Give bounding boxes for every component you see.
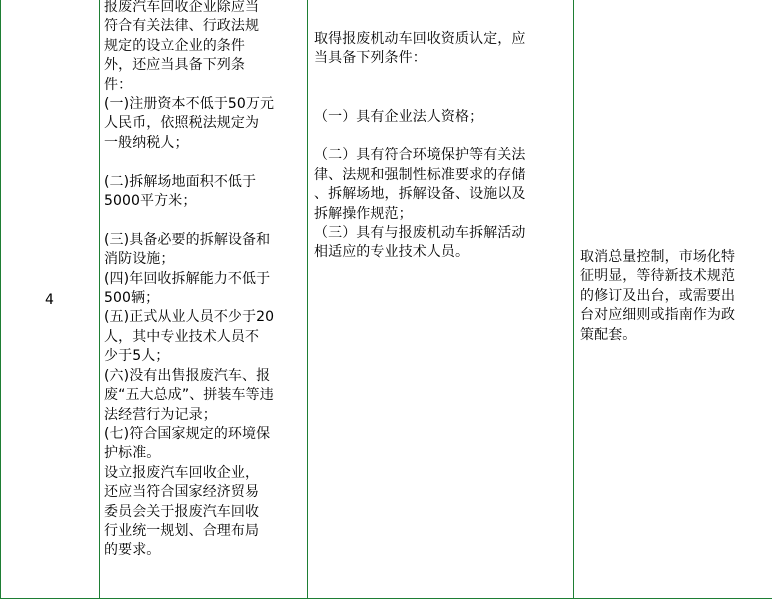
text-line: 符合有关法律、行政法规 — [104, 18, 260, 35]
text-line: 策配套。 — [580, 326, 637, 343]
old-requirements-text — [104, 0, 303, 561]
text-line: （一）具有企业法人资格； — [314, 108, 484, 125]
remarks-text — [580, 248, 766, 345]
text-line: 报废汽车回收企业除应当 — [104, 0, 260, 15]
text-line: 人，其中专业技术人员不 — [104, 328, 260, 345]
text-line: (三)具备必要的拆解设备和 — [104, 231, 271, 248]
text-line: (四)年回收拆解能力不低于 — [104, 270, 271, 287]
text-line — [104, 211, 303, 230]
text-line — [104, 153, 303, 172]
row-number-cell — [0, 0, 100, 599]
text-line: 的要求。 — [104, 542, 161, 559]
text-line: 规定的设立企业的条件 — [104, 37, 245, 54]
text-line: 人民币，依照税法规定为 — [104, 115, 260, 132]
remarks-cell — [574, 0, 772, 599]
text-line — [314, 127, 567, 146]
new-requirements-cell — [308, 0, 574, 599]
text-line: (五)正式从业人员不少于20 — [104, 309, 275, 326]
text-line: 还应当符合国家经济贸易 — [104, 484, 260, 501]
new-requirements-text — [314, 30, 567, 263]
text-line: 少于5人； — [104, 348, 170, 365]
text-line: 外，还应当具备下列条 — [104, 57, 245, 74]
text-line: （三）具有与报废机动车拆解活动 — [314, 225, 526, 242]
text-line: 行业统一规划、合理布局 — [104, 522, 260, 539]
row-number: 4 — [45, 291, 54, 308]
text-line: 取得报废机动车回收资质认定，应 — [314, 31, 526, 47]
text-line: 、拆解场地，拆解设备、设施以及 — [314, 186, 526, 203]
text-line: 当具备下列条件： — [314, 50, 427, 67]
text-line: 相适应的专业技术人员。 — [314, 244, 470, 261]
text-line: 取消总量控制，市场化特 — [580, 249, 736, 265]
text-line: (一)注册资本不低于50万元 — [104, 96, 275, 113]
text-line: 设立报废汽车回收企业， — [104, 464, 260, 481]
text-line: 台对应细则或指南作为政 — [580, 307, 736, 324]
table-left-border — [0, 0, 1, 599]
text-line: 征明显，等待新技术规范 — [580, 268, 736, 285]
text-line — [314, 88, 567, 107]
text-line: 法经营行为记录； — [104, 406, 217, 423]
text-line: 消防设施； — [104, 251, 175, 268]
text-line: 律、法规和强制性标准要求的存储 — [314, 166, 526, 183]
text-line: (六)没有出售报废汽车、报 — [104, 367, 271, 384]
text-line: 一般纳税人； — [104, 134, 189, 151]
old-requirements-cell — [100, 0, 308, 599]
text-line — [314, 69, 567, 88]
text-line: （二）具有符合环境保护等有关法 — [314, 147, 526, 164]
text-line: (二)拆解场地面积不低于 — [104, 173, 257, 190]
text-line: 500辆； — [104, 290, 160, 307]
text-line: 废“五大总成”、拼装车等违 — [104, 387, 274, 404]
text-line: 的修订及出台，或需要出 — [580, 287, 736, 304]
text-line: 护标准。 — [104, 445, 161, 462]
text-line: (七)符合国家规定的环境保 — [104, 425, 271, 442]
text-line: 拆解操作规范； — [314, 205, 413, 222]
text-line: 委员会关于报废汽车回收 — [104, 503, 260, 520]
text-line: 5000平方米； — [104, 193, 197, 210]
text-line: 件： — [104, 76, 133, 93]
